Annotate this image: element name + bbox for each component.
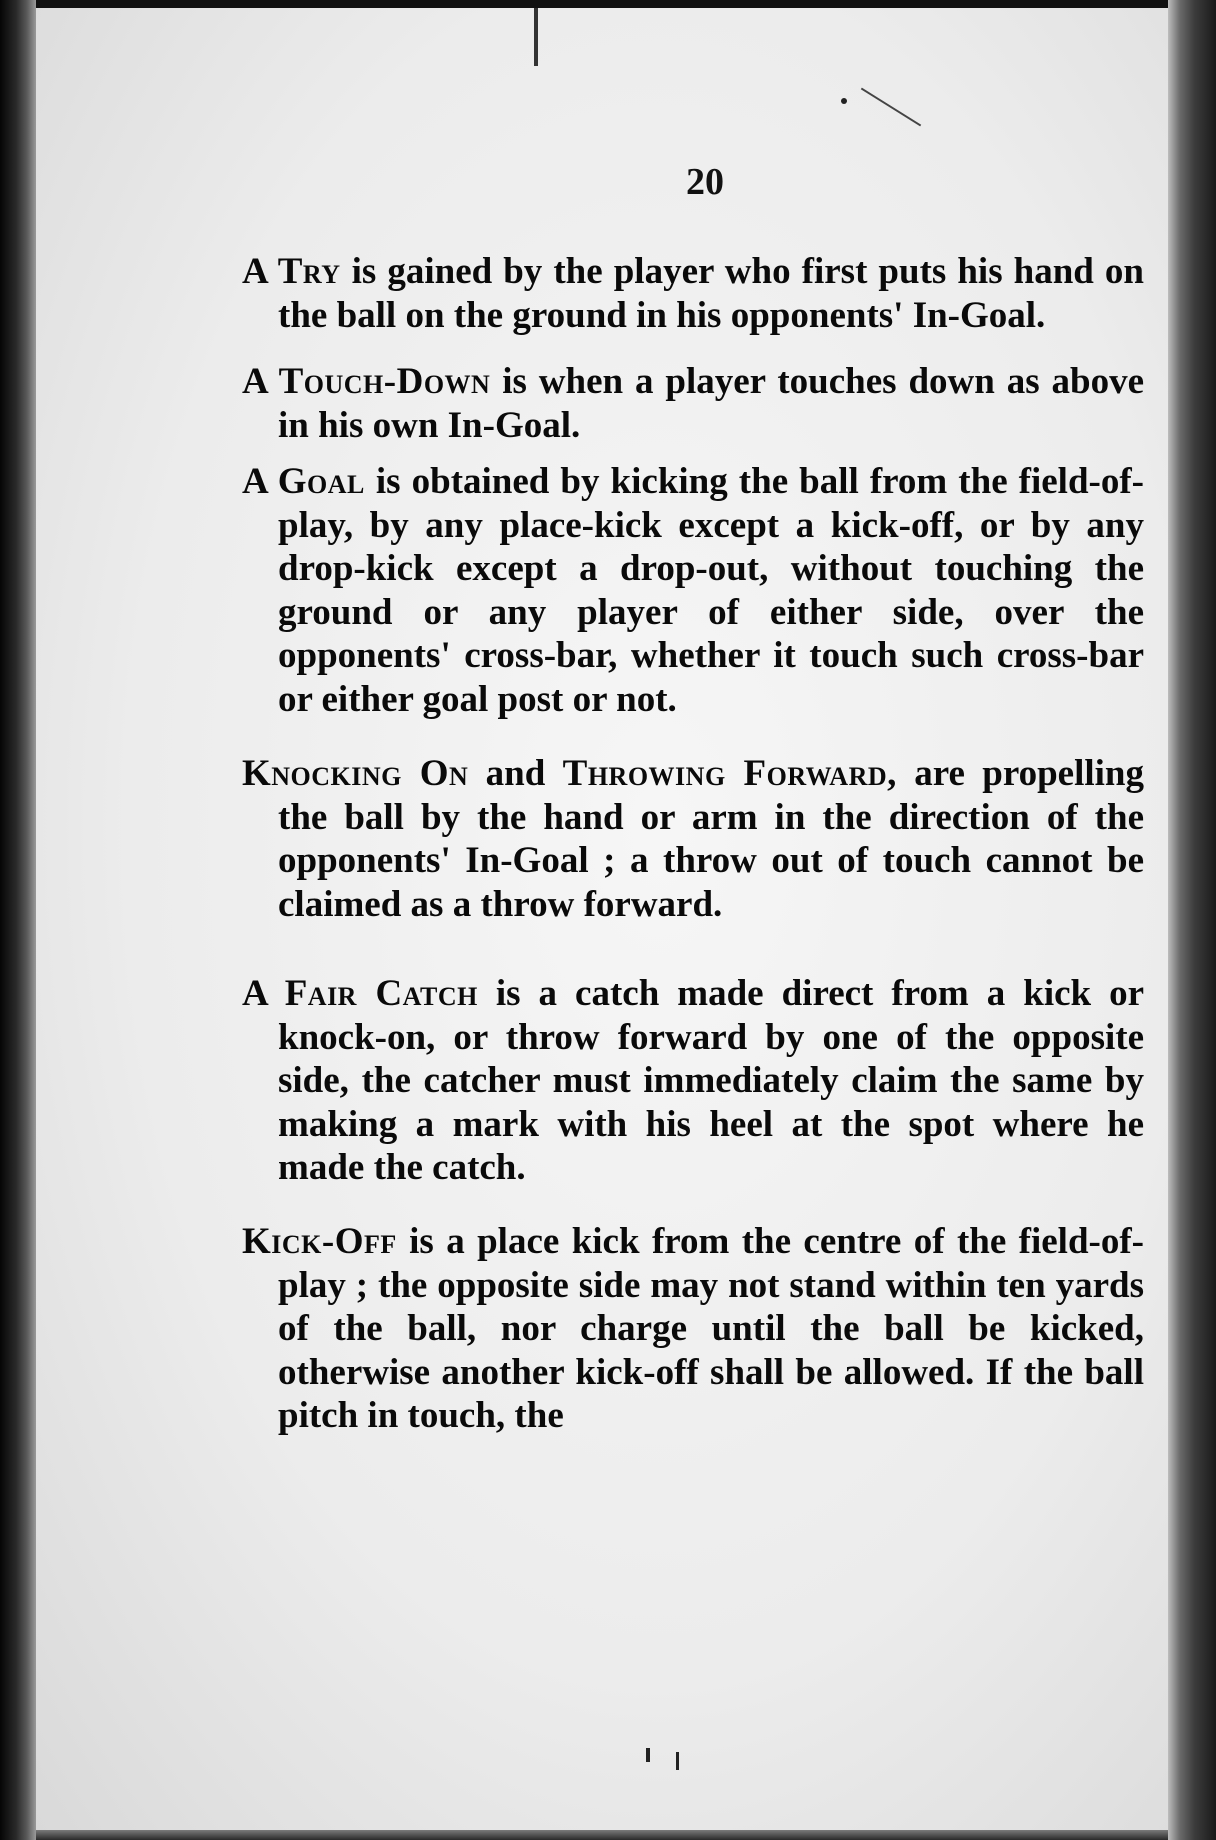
ink-speck <box>534 8 538 66</box>
ink-speck <box>841 98 847 104</box>
page-number: 20 <box>686 161 724 203</box>
ink-speck <box>646 1748 650 1762</box>
definition-article: A <box>242 461 267 502</box>
definition-try <box>242 250 1144 337</box>
definition-article: A <box>242 361 267 402</box>
ink-speck <box>676 1752 679 1770</box>
definition-fair-catch <box>242 972 1144 1190</box>
book-page-edge-right <box>1168 0 1216 1840</box>
ink-speck <box>861 88 921 127</box>
definition-kick-off <box>242 1220 1144 1438</box>
definition-text: is gained by the player who first puts his hand on the ball on the ground in his opponents' In-Goal. <box>278 251 1145 336</box>
definition-text: is when a player touches down as above in his own In-Goal. <box>278 361 1145 446</box>
definition-connector: and <box>485 753 546 794</box>
definition-touch-down <box>242 360 1144 447</box>
definition-term: Goal <box>277 461 365 502</box>
definition-term: Kick-Off <box>242 1221 397 1262</box>
definition-goal <box>242 460 1144 721</box>
definition-term: Touch-Down <box>278 361 491 402</box>
definition-term: Fair Catch <box>284 973 478 1014</box>
definition-text: is a catch made direct from a kick or knock-on, or throw forward by one of the opposite side, the catcher must immediately claim the same by making a mark with his heel at the spot where he made the catch. <box>278 973 1145 1188</box>
definition-text: is a place kick from the centre of the field-of-play ; the opposite side may not stand within ten yards of the ball, nor charge until the ball be kicked, otherwise another kick-off shall be allowed. If the ball pitch in touch, the <box>278 1221 1144 1436</box>
definition-article: A <box>242 251 267 292</box>
definition-text: are propelling the ball by the hand or arm in the direction of the opponents' In-Goal ; a throw out of touch cannot be claimed as a throw forward. <box>278 753 1144 925</box>
definition-text: is obtained by kicking the ball from the field-of-play, by any place-kick except a kick-off, or by any drop-kick except a drop-out, without touching the ground or any player of either side, over the opponents' cross-bar, whether it touch such cross-bar or either goal post or not. <box>278 461 1145 720</box>
definition-term: Try <box>277 251 341 292</box>
book-binding-edge <box>0 0 36 1840</box>
definition-term: Knocking On <box>242 753 469 794</box>
definition-knocking-on <box>242 752 1144 926</box>
definition-article: A <box>242 973 267 1014</box>
definition-term-secondary: Throwing Forward, <box>562 753 897 794</box>
